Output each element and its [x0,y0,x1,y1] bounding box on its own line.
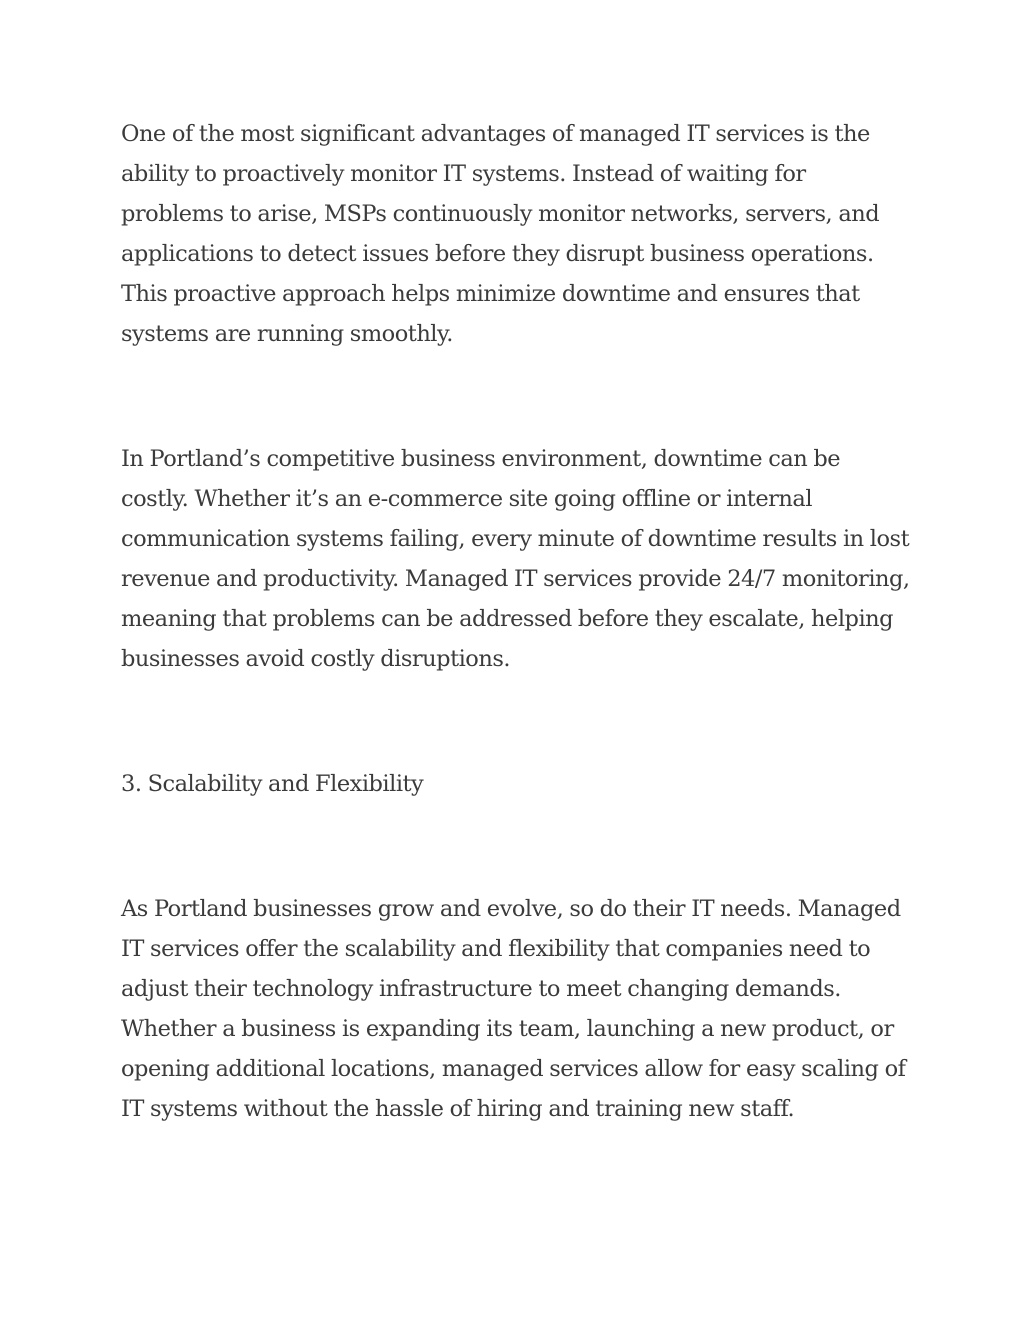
section-heading-scalability: 3. Scalability and Flexibility [121,771,424,797]
paragraph-scalability: As Portland businesses grow and evolve, so do their IT needs. Managed IT services offer the scalability and flexibility that companies need to adjust their technology infrastructure to meet changing demands. Whether a business is expanding its team, launching a new product, or opening additional locations, managed services allow for easy scaling of IT systems without the hassle of hiring and training new staff. [121,896,906,1122]
paragraph-downtime-cost: In Portland’s competitive business environment, downtime can be costly. Whether it’s an e-commerce site going offline or internal communication systems failing, every minute of downtime results in lost revenue and productivity. Managed IT services provide 24/7 monitoring, meaning that problems can be addressed before they escalate, helping businesses avoid costly disruptions. [121,446,910,672]
paragraph-proactive-monitoring: One of the most significant advantages of managed IT services is the ability to proactively monitor IT systems. Instead of waiting for problems to arise, MSPs continuously monitor networks, servers, and applications to detect issues before they disrupt business operations. This proactive approach helps minimize downtime and ensures that systems are running smoothly. [121,121,880,347]
